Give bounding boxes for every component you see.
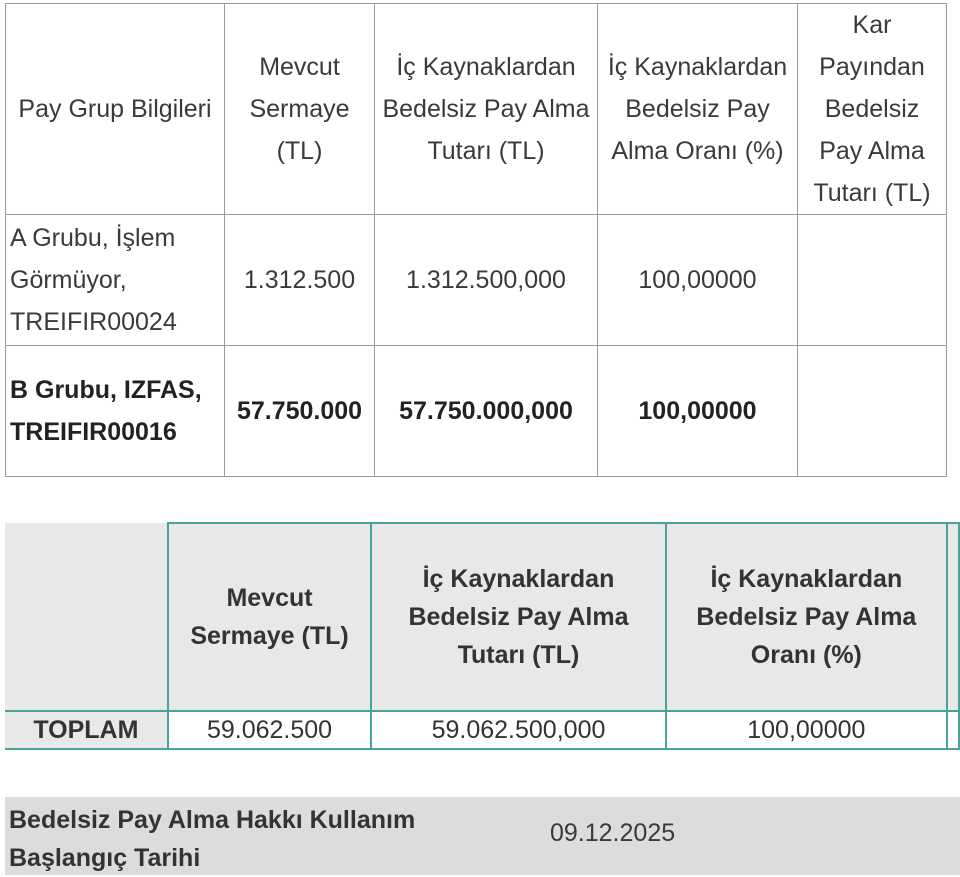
toplam-ic-kaynak-oran: 100,00000 [666, 711, 947, 749]
group-cell: B Grubu, IZFAS, TREIFIR00016 [6, 346, 225, 477]
toplam-label: TOPLAM [5, 711, 168, 749]
ic-kaynak-tutar-cell: 57.750.000,000 [375, 346, 598, 477]
pay-grup-table [5, 3, 947, 477]
ic-kaynak-oran-cell: 100,00000 [598, 346, 798, 477]
table-header-row [5, 523, 959, 711]
header-ic-kaynak-tutar: İç Kaynaklardan Bedelsiz Pay Alma Tutarı (TL) [371, 523, 665, 711]
header-pay-grup: Pay Grup Bilgileri [6, 4, 225, 215]
header-mevcut-sermaye: Mevcut Sermaye (TL) [225, 4, 375, 215]
kar-payi-tutar-cell [798, 346, 947, 477]
group-cell: A Grubu, İşlem Görmüyor, TREIFIR00024 [6, 215, 225, 346]
toplam-overflow [947, 711, 959, 749]
toplam-table [5, 522, 960, 750]
header-empty [5, 523, 168, 711]
table-row [6, 346, 947, 477]
table-header-row [6, 4, 947, 215]
header-ic-kaynak-oran: İç Kaynaklardan Bedelsiz Pay Alma Oranı (%) [598, 4, 798, 215]
mevcut-sermaye-cell: 1.312.500 [225, 215, 375, 346]
kullanim-label: Bedelsiz Pay Alma Hakkı Kullanım Başlangıç Tarihi [9, 806, 416, 872]
header-ic-kaynak-oran: İç Kaynaklardan Bedelsiz Pay Alma Oranı (%) [666, 523, 947, 711]
toplam-ic-kaynak-tutar: 59.062.500,000 [371, 711, 665, 749]
kullanim-info-row [5, 797, 960, 875]
total-row [5, 711, 959, 749]
header-ic-kaynak-tutar: İç Kaynaklardan Bedelsiz Pay Alma Tutarı (TL) [375, 4, 598, 215]
header-kar-payi-tutar: Kar Payından Bedelsiz Pay Alma Tutarı (TL) [798, 4, 947, 215]
kar-payi-tutar-cell [798, 215, 947, 346]
header-mevcut-sermaye: Mevcut Sermaye (TL) [168, 523, 372, 711]
kullanim-date: 09.12.2025 [550, 819, 676, 847]
ic-kaynak-oran-cell: 100,00000 [598, 215, 798, 346]
mevcut-sermaye-cell: 57.750.000 [225, 346, 375, 477]
toplam-mevcut-sermaye: 59.062.500 [168, 711, 372, 749]
table-row [6, 215, 947, 346]
header-overflow [947, 523, 959, 711]
ic-kaynak-tutar-cell: 1.312.500,000 [375, 215, 598, 346]
